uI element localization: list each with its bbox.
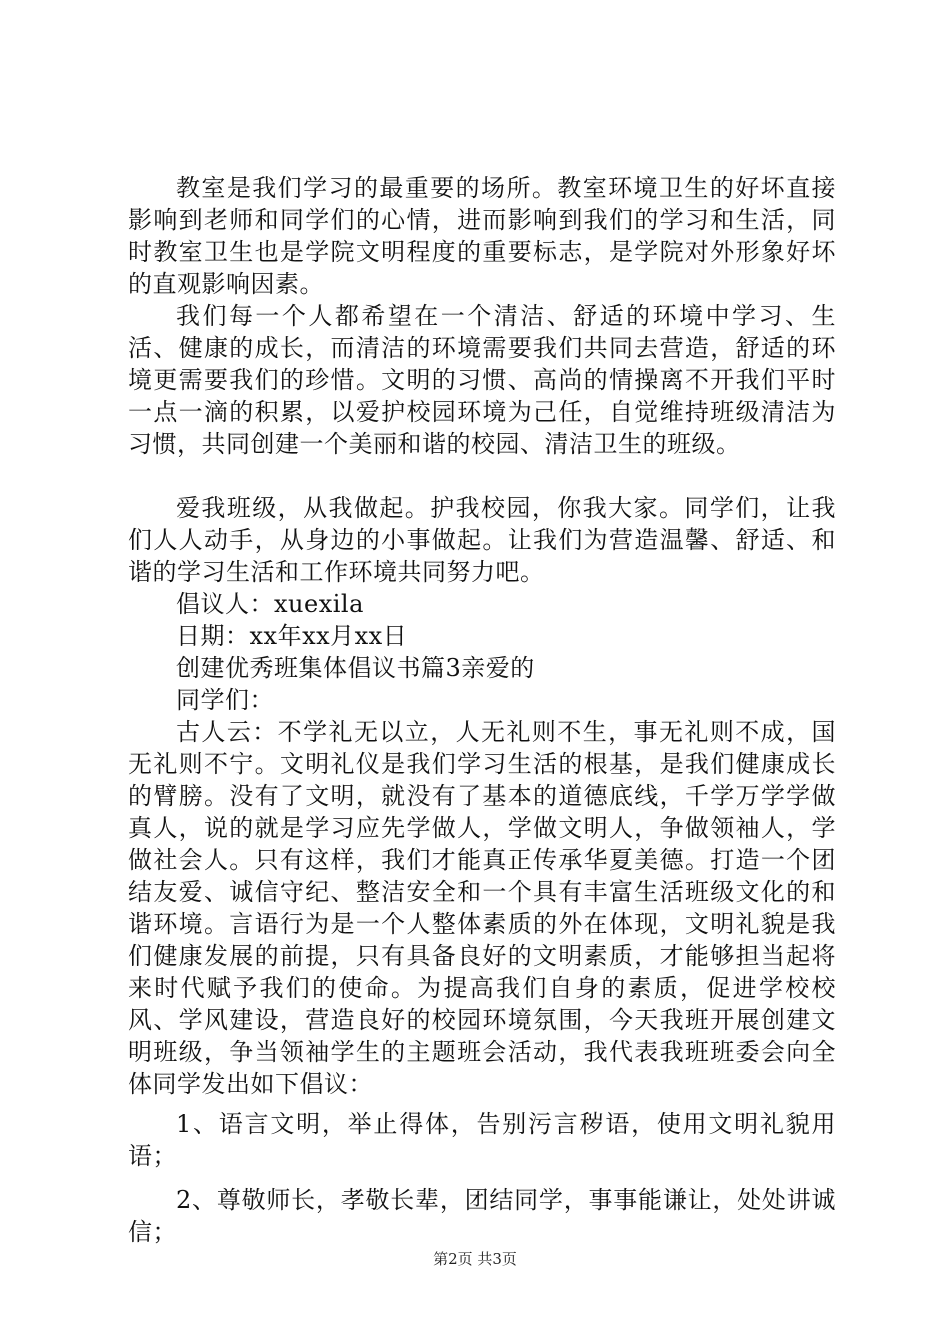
paragraph-classroom: 教室是我们学习的最重要的场所。教室环境卫生的好坏直接影响到老师和同学们的心情，进而影响到我们的学习和生活，同时教室卫生也是学院文明程度的重要标志，是学院对外形象好坏的直观影响因素。 xyxy=(128,174,836,298)
section-title: 创建优秀班集体倡议书篇3亲爱的 xyxy=(176,654,535,682)
paragraph-etiquette: 古人云：不学礼无以立，人无礼则不生，事无礼则不成，国无礼则不宁。文明礼仪是我们学习生活的根基，是我们健康成长的臂膀。没有了文明，就没有了基本的道德底线，千学万学学做真人，说的就是学习应先学做人，学做文明人，争做领袖人，学做社会人。只有这样，我们才能真正传承华夏美德。打造一个团结友爱、诚信守纪、整洁安全和一个具有丰富生活班级文化的和谐环境。言语行为是一个人整体素质的外在体现，文明礼貌是我们健康发展的前提，只有具备良好的文明素质，才能够担当起将来时代赋予我们的使命。为提高我们自身的素质，促进学校校风、学风建设，营造良好的校园环境氛围，今天我班开展创建文明班级，争当领袖学生的主题班会活动，我代表我班班委会向全体同学发出如下倡议： xyxy=(128,718,836,1098)
document-body xyxy=(128,172,836,1260)
salutation: 同学们： xyxy=(176,686,274,714)
list-item: 2、尊敬师长，孝敬长辈，团结同学，事事能谦让，处处讲诚信； xyxy=(128,1186,836,1246)
page-footer: 第2页 共3页 xyxy=(433,1250,517,1268)
paragraph-appeal: 爱我班级，从我做起。护我校园，你我大家。同学们，让我们人人动手，从身边的小事做起。让我们为营造温馨、舒适、和谐的学习生活和工作环境共同努力吧。 xyxy=(128,494,836,586)
date-line: 日期：xx年xx月xx日 xyxy=(176,622,408,650)
paragraph-environment: 我们每一个人都希望在一个清洁、舒适的环境中学习、生活、健康的成长，而清洁的环境需要我们共同去营造，舒适的环境更需要我们的珍惜。文明的习惯、高尚的情操离不开我们平时一点一滴的积累，以爱护校园环境为己任，自觉维持班级清洁为习惯，共同创建一个美丽和谐的校园、清洁卫生的班级。 xyxy=(128,302,836,458)
list-item: 1、语言文明，举止得体，告别污言秽语，使用文明礼貌用语； xyxy=(128,1110,836,1170)
initiator-line: 倡议人：xuexila xyxy=(176,590,364,618)
paragraph-spacer xyxy=(128,460,836,492)
